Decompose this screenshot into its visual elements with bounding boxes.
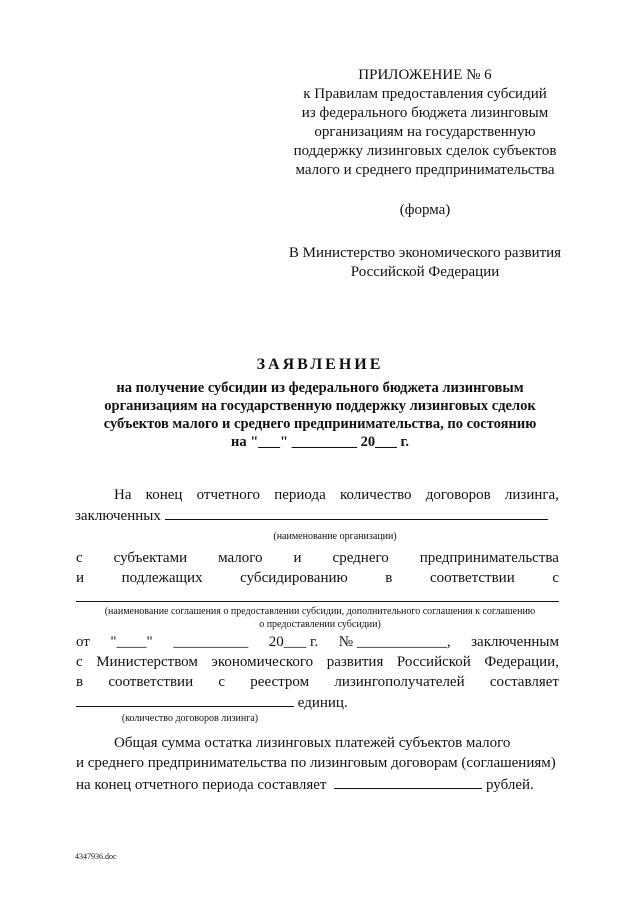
word: малого [218, 550, 263, 566]
p2-line2: и среднего предпринимательства по лизинговым договорам (соглашениям) [76, 755, 556, 771]
word: соответствии [108, 674, 194, 690]
date-year-field[interactable]: 20___ г. [268, 634, 319, 650]
hint-org: (наименование организации) [273, 531, 397, 542]
word: соответствии [429, 570, 515, 586]
p1-row6 [76, 653, 559, 672]
word: Министерством [96, 654, 198, 670]
word: субъектами [113, 550, 188, 566]
word: заключенным [471, 634, 559, 650]
contracts-count-field[interactable] [76, 692, 294, 707]
units-label: единиц. [297, 695, 348, 711]
word: Федерации, [484, 654, 559, 670]
word: конец [145, 487, 183, 503]
appendix-title: ПРИЛОЖЕНИЕ № 6 [358, 67, 492, 83]
word: реестром [250, 674, 310, 690]
date-day-field[interactable]: "____" [110, 634, 153, 650]
org-name-field[interactable] [165, 505, 548, 520]
word: составляет [489, 674, 559, 690]
p2-prefix: на конец отчетного периода составляет [76, 777, 327, 793]
agreement-number-field[interactable]: № ____________, [338, 634, 451, 650]
word: и [76, 570, 85, 586]
word: развития [326, 654, 384, 670]
word: среднего [332, 550, 389, 566]
appendix-line: к Правилам предоставления субсидий [303, 86, 547, 102]
addressee-block [270, 244, 580, 282]
addressee-line1: В Министерство экономического развития [288, 245, 562, 261]
word: с [552, 570, 559, 586]
statement-line: на "___" _________ 20___ г. [230, 434, 410, 450]
appendix-block [280, 66, 570, 180]
word: лизингополучателей [334, 674, 465, 690]
word: На [114, 487, 132, 503]
addressee-line2: Российской Федерации [350, 264, 500, 280]
statement-subtitle [80, 379, 560, 451]
p1-row8 [76, 692, 476, 713]
word: предпринимательства [419, 550, 559, 566]
form-label: (форма) [399, 202, 451, 218]
word: с [76, 654, 83, 670]
appendix-line: из федерального бюджета лизинговым [301, 105, 549, 121]
appendix-line: поддержку лизинговых сделок субъектов [293, 143, 557, 159]
appendix-line: организациям на государственную [314, 124, 536, 140]
p1-row5 [76, 633, 559, 652]
p2-suffix: рублей. [485, 777, 534, 793]
word: и [293, 550, 302, 566]
word: в [76, 674, 84, 690]
word: субсидированию [240, 570, 348, 586]
statement-line: на получение субсидии из федерального бюджета лизинговым [116, 380, 524, 396]
word: количество [339, 487, 412, 503]
word: от [76, 634, 90, 650]
hint-count: (количество договоров лизинга) [121, 713, 259, 724]
concluded-label: заключенных [75, 508, 161, 524]
appendix-line: малого и среднего предпринимательства [295, 162, 555, 178]
word: периода [274, 487, 326, 503]
agreement-name-field[interactable] [76, 600, 559, 602]
p1-row7 [76, 673, 559, 692]
word: экономического [211, 654, 314, 670]
statement-title: ЗАЯВЛЕНИЕ [256, 356, 384, 373]
word: отчетного [196, 487, 261, 503]
hint-agreement [60, 605, 580, 631]
statement-line: субъектов малого и среднего предпринимательства, по состоянию [103, 416, 537, 432]
hint-agreement-line1: (наименование соглашения о предоставлении субсидии, дополнительного соглашения к соглашению [104, 606, 536, 617]
p1-row2 [75, 505, 555, 526]
p1-row1 [114, 486, 559, 505]
word: в [385, 570, 393, 586]
statement-line: организациям на государственную поддержку лизинговых сделок [104, 398, 536, 414]
date-month-field[interactable]: __________ [173, 634, 249, 650]
word: договоров [425, 487, 491, 503]
p1-row4 [76, 569, 559, 588]
word: Российской [396, 654, 471, 670]
doc-code: 4347936.doc [75, 852, 117, 861]
word: с [218, 674, 226, 690]
word: с [76, 550, 83, 566]
hint-agreement-line2: о предоставлении субсидии) [259, 619, 381, 630]
p1-row3 [76, 549, 559, 568]
remaining-payments-field[interactable] [334, 774, 482, 789]
word: подлежащих [121, 570, 203, 586]
word: лизинга, [504, 487, 559, 503]
p2-line1: Общая сумма остатка лизинговых платежей субъектов малого [114, 735, 511, 751]
p2-line3 [76, 774, 556, 795]
